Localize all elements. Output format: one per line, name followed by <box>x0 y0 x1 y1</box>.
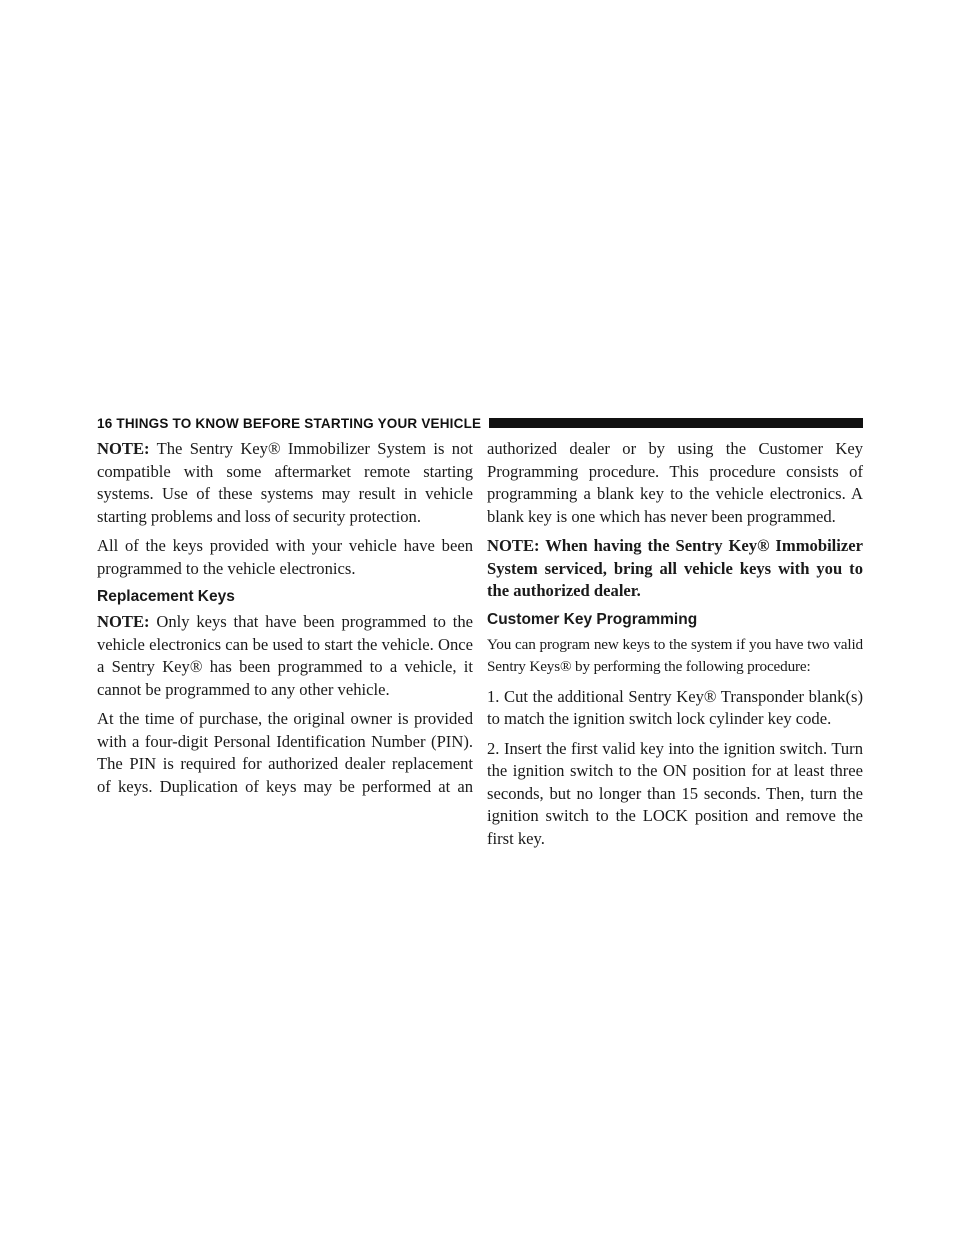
note-label: NOTE: <box>97 612 150 631</box>
right-column <box>487 438 863 857</box>
note-sentry-compatibility <box>97 438 473 528</box>
note-label: NOTE: <box>487 536 540 555</box>
paragraph-keys-programmed: All of the keys provided with your vehicle have been programmed to the vehicle electronics. <box>97 536 473 578</box>
note-programmed-keys <box>97 611 473 701</box>
paragraph-pin: At the time of purchase, the original owner is provided with a four-digit Personal Identification Number (PIN). The PIN is required for authorized dealer replacement of keys. Duplication of keys may be performed at an <box>97 709 473 796</box>
left-column <box>97 438 473 805</box>
page-header-title: 16 THINGS TO KNOW BEFORE STARTING YOUR VEHICLE <box>97 415 482 431</box>
note-text: The Sentry Key® Immobilizer System is not compatible with some aftermarket remote starting systems. Use of these systems may result in vehicle starting problems and loss of security protection. <box>97 439 473 526</box>
note-servicing <box>487 535 863 603</box>
step-2: 2. Insert the first valid key into the ignition switch. Turn the ignition switch to the ON position for at least three seconds, but no longer than 15 seconds. Then, turn the ignition switch to the LOCK position and remove the first key. <box>487 738 863 848</box>
paragraph-authorized-dealer: authorized dealer or by using the Customer Key Programming procedure. This procedure consists of programming a blank key to the vehicle electronics. A blank key is one which has never been programmed. <box>487 439 863 526</box>
step-1: 1. Cut the additional Sentry Key® Transponder blank(s) to match the ignition switch lock cylinder key code. <box>487 686 863 728</box>
heading-replacement-keys: Replacement Keys <box>97 588 235 605</box>
paragraph-programming-intro: You can program new keys to the system if you have two valid Sentry Keys® by performing the following procedure: <box>487 635 863 675</box>
note-text: When having the Sentry Key® Immobilizer System serviced, bring all vehicle keys with you to the authorized dealer. <box>487 536 863 600</box>
header-rule <box>489 418 863 428</box>
page-header <box>97 413 863 433</box>
heading-customer-key-programming: Customer Key Programming <box>487 610 698 628</box>
note-text: Only keys that have been programmed to the vehicle electronics can be used to start the vehicle. Once a Sentry Key® has been programmed to a vehicle, it cannot be programmed to any other vehicle. <box>97 612 473 699</box>
note-label: NOTE: <box>97 439 150 458</box>
